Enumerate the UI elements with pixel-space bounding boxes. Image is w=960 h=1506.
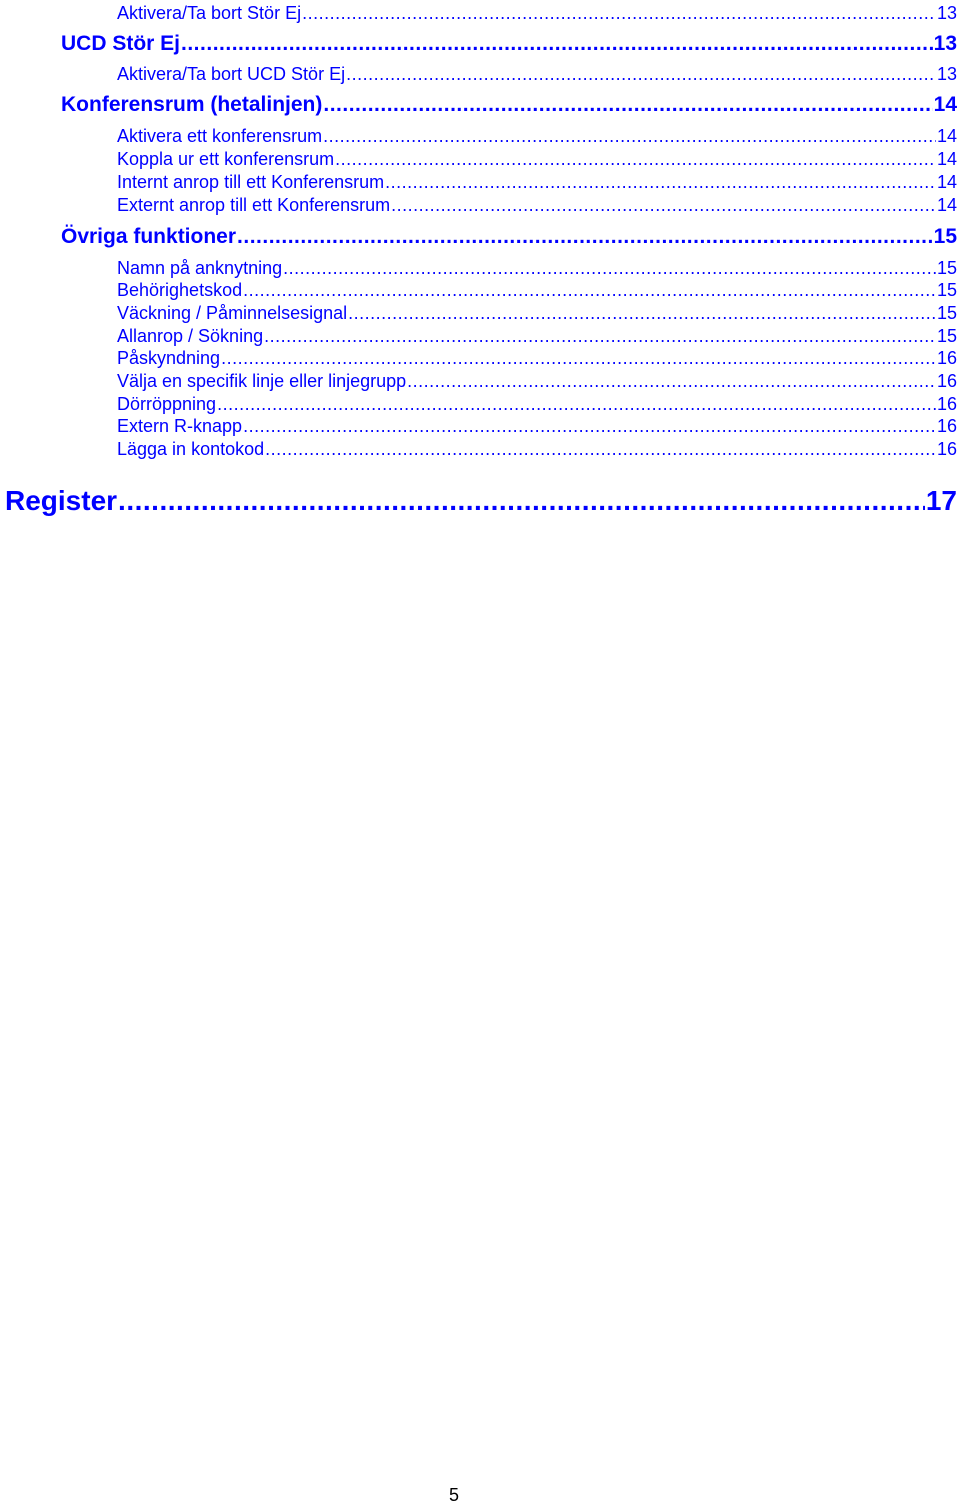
toc-entry-label: Register — [5, 485, 118, 516]
toc-entry-label: Allanrop / Sökning — [117, 326, 264, 346]
toc-entry-label: Koppla ur ett konferensrum — [117, 149, 335, 169]
toc-entry-internt-anrop[interactable] — [117, 171, 957, 194]
dot-leader — [283, 257, 936, 280]
dot-leader — [181, 30, 933, 58]
toc-entry-valja-linje[interactable] — [117, 370, 957, 393]
toc-entry-label: Behörighetskod — [117, 280, 243, 300]
toc-entry-label: Aktivera/Ta bort UCD Stör Ej — [117, 64, 346, 84]
toc-entry-externt-anrop[interactable] — [117, 194, 957, 217]
toc-entry-label: Aktivera ett konferensrum — [117, 126, 323, 146]
toc-entry-label: Aktivera/Ta bort Stör Ej — [117, 3, 302, 23]
toc-entry-label: Namn på anknytning — [117, 258, 283, 278]
toc-entry-page: 15 — [933, 225, 957, 248]
toc-entry-aktivera-ta-bort-stor-ej[interactable] — [117, 2, 957, 25]
toc-entry-label: Konferensrum (hetalinjen) — [61, 93, 323, 116]
toc-entry-label: Välja en specifik linje eller linjegrupp — [117, 371, 407, 391]
toc-entry-register[interactable] — [5, 484, 957, 518]
toc-entry-page: 16 — [936, 348, 957, 368]
page-number: 5 — [448, 1485, 459, 1505]
toc-entry-label: Övriga funktioner — [61, 225, 237, 248]
toc-entry-aktivera-ett-konferensrum[interactable] — [117, 125, 957, 148]
toc-entry-page: 15 — [936, 258, 957, 278]
toc-entry-extern-r-knapp[interactable] — [117, 415, 957, 438]
dot-leader — [243, 415, 936, 438]
dot-leader — [348, 302, 936, 325]
dot-leader — [217, 393, 936, 416]
toc-entry-page: 15 — [936, 326, 957, 346]
toc-entry-page: 13 — [936, 3, 957, 23]
toc-entry-dorroppning[interactable] — [117, 393, 957, 416]
toc-entry-koppla-ur-ett-konferensrum[interactable] — [117, 148, 957, 171]
dot-leader — [265, 438, 936, 461]
toc-entry-label: Väckning / Påminnelsesignal — [117, 303, 348, 323]
toc-entry-page: 14 — [936, 149, 957, 169]
toc-entry-label: Påskyndning — [117, 348, 221, 368]
toc-entry-vackning[interactable] — [117, 302, 957, 325]
toc-entry-page: 15 — [936, 303, 957, 323]
dot-leader — [243, 279, 936, 302]
toc-entry-ucd-stor-ej[interactable] — [61, 30, 957, 58]
dot-leader — [323, 91, 932, 119]
toc-entry-aktivera-ta-bort-ucd-stor-ej[interactable] — [117, 63, 957, 86]
dot-leader — [407, 370, 936, 393]
toc-entry-label: UCD Stör Ej — [61, 32, 181, 55]
dot-leader — [385, 171, 936, 194]
toc-entry-label: Internt anrop till ett Konferensrum — [117, 172, 385, 192]
toc-entry-page: 16 — [936, 439, 957, 459]
toc-entry-page: 16 — [936, 371, 957, 391]
toc-entry-behorighetskod[interactable] — [117, 279, 957, 302]
toc-entry-lagga-in-kontokod[interactable] — [117, 438, 957, 461]
toc-entry-page: 16 — [936, 416, 957, 436]
toc-entry-page: 17 — [925, 485, 957, 516]
dot-leader — [335, 148, 936, 171]
toc-entry-namn-pa-anknytning[interactable] — [117, 257, 957, 280]
toc-entry-page: 13 — [936, 64, 957, 84]
dot-leader — [264, 325, 936, 348]
toc-entry-page: 15 — [936, 280, 957, 300]
dot-leader — [237, 223, 933, 251]
toc-entry-label: Externt anrop till ett Konferensrum — [117, 195, 391, 215]
toc-entry-page: 16 — [936, 394, 957, 414]
toc-entry-label: Dörröppning — [117, 394, 217, 414]
dot-leader — [346, 63, 936, 86]
toc-entry-allanrop[interactable] — [117, 325, 957, 348]
toc-entry-page: 13 — [933, 32, 957, 55]
dot-leader — [302, 2, 936, 25]
toc-entry-ovriga-funktioner[interactable] — [61, 223, 957, 251]
dot-leader — [221, 347, 936, 370]
toc-entry-konferensrum[interactable] — [61, 91, 957, 119]
toc-entry-page: 14 — [933, 93, 957, 116]
toc-entry-page: 14 — [936, 195, 957, 215]
dot-leader — [391, 194, 936, 217]
toc-entry-page: 14 — [936, 172, 957, 192]
dot-leader — [118, 484, 925, 518]
toc-entry-label: Lägga in kontokod — [117, 439, 265, 459]
dot-leader — [323, 125, 936, 148]
toc-entry-paskyndning[interactable] — [117, 347, 957, 370]
toc-entry-label: Extern R-knapp — [117, 416, 243, 436]
toc-entry-page: 14 — [936, 126, 957, 146]
